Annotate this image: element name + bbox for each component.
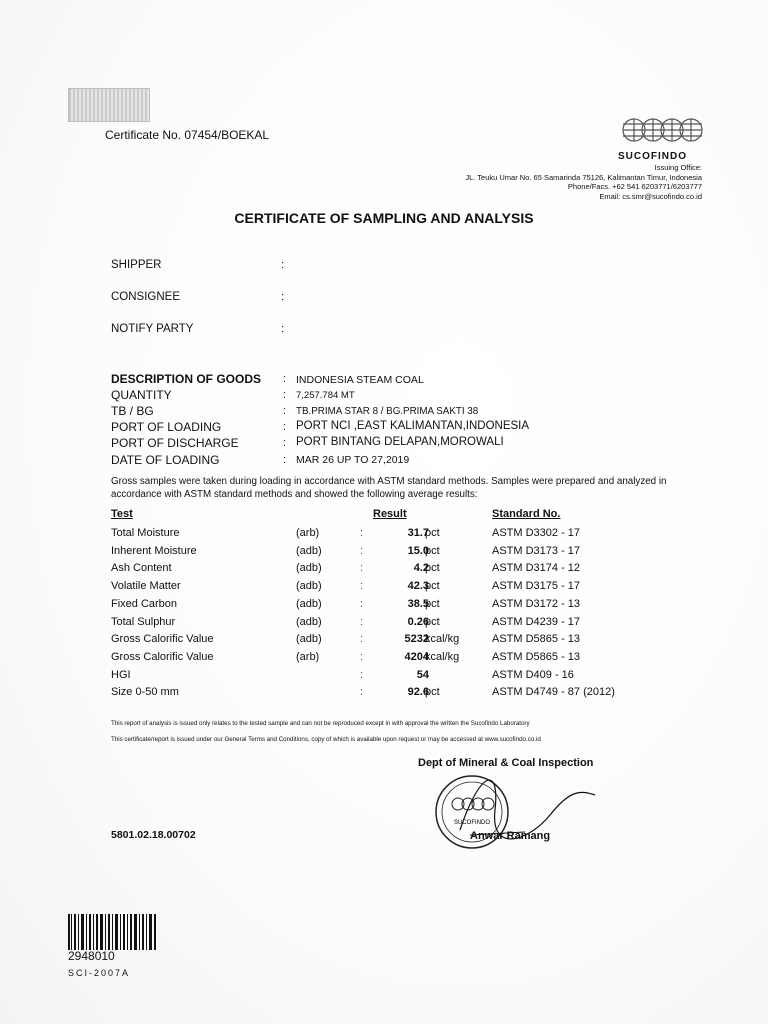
result-column-header: Result [373, 508, 407, 520]
test-standard: ASTM D3175 - 17 [492, 580, 581, 592]
office-address: JL. Teuku Umar No. 65 Samarinda 75126, Kalimantan Timur, Indonesia [465, 172, 702, 182]
row-colon: : [360, 616, 364, 628]
document-title: CERTIFICATE OF SAMPLING AND ANALYSIS [234, 210, 534, 226]
disclaimer-note: This report of analysis is issued only relates to the tested sample and can not be reproduced except in with approval the written the Sucofindo Laboratory [111, 720, 530, 727]
test-standard: ASTM D3174 - 12 [492, 562, 581, 574]
reference-number: 5801.02.18.00702 [111, 829, 196, 841]
port-discharge-colon: : [283, 437, 287, 449]
office-phone: Phone/Facs. +62 541 6203771/6203777 [567, 182, 702, 191]
stamp-text: SUCOFINDO [454, 820, 490, 826]
test-unit: pct [425, 686, 440, 698]
consignee-label: CONSIGNEE [111, 291, 181, 303]
row-colon: : [360, 669, 364, 681]
test-name: Size 0-50 mm [111, 686, 179, 698]
table-row [111, 562, 671, 579]
test-unit: pct [425, 562, 440, 574]
row-colon: : [360, 527, 364, 539]
table-row [111, 633, 671, 650]
test-name: Gross Calorific Value [111, 633, 214, 645]
test-result: 15.0 [407, 545, 429, 557]
test-basis: (arb) [296, 527, 320, 539]
test-result: 54 [416, 669, 429, 681]
test-result: 5232 [404, 633, 429, 645]
test-standard: ASTM D3172 - 13 [492, 598, 581, 610]
test-unit: pct [425, 598, 440, 610]
test-result: 92.6 [407, 686, 429, 698]
notify-party-value: : [281, 323, 285, 335]
test-result: 38.5 [407, 598, 429, 610]
test-basis: (adb) [296, 562, 322, 574]
description-value: INDONESIA STEAM COAL [296, 374, 424, 386]
test-unit: pct [425, 545, 440, 557]
table-row [111, 669, 671, 686]
port-loading-value: PORT NCI ,EAST KALIMANTAN,INDONESIA [296, 420, 530, 432]
sampling-statement: Gross samples were taken during loading in accordance with ASTM standard methods. Samples were prepared and analyzed in accordance with ASTM standard methods and showed the following average results: [111, 476, 667, 500]
shipper-label: SHIPPER [111, 259, 162, 271]
test-basis: (arb) [296, 651, 320, 663]
date-loading-value: MAR 26 UP TO 27,2019 [296, 454, 410, 466]
barcode-number: 2948010 [68, 949, 115, 963]
row-colon: : [360, 633, 364, 645]
test-name: Total Sulphur [111, 616, 176, 628]
table-row [111, 580, 671, 597]
test-result: 4204 [404, 651, 429, 663]
table-row [111, 616, 671, 633]
row-colon: : [360, 651, 364, 663]
test-name: Ash Content [111, 562, 172, 574]
test-result: 42.3 [407, 580, 429, 592]
table-row [111, 598, 671, 615]
test-basis: (adb) [296, 598, 322, 610]
test-standard: ASTM D4239 - 17 [492, 616, 581, 628]
test-unit: pct [425, 616, 440, 628]
vessel-value: TB.PRIMA STAR 8 / BG.PRIMA SAKTI 38 [296, 406, 479, 417]
company-name: SUCOFINDO [618, 151, 687, 162]
description-label: DESCRIPTION OF GOODS [111, 372, 262, 386]
port-discharge-value: PORT BINTANG DELAPAN,MOROWALI [296, 436, 504, 448]
date-loading-label: DATE OF LOADING [111, 453, 220, 467]
table-row [111, 651, 671, 668]
signatory-name: Anwar Ramang [470, 830, 551, 842]
test-name: HGI [111, 669, 131, 681]
test-name: Volatile Matter [111, 580, 181, 592]
row-colon: : [360, 598, 364, 610]
test-standard: ASTM D5865 - 13 [492, 651, 581, 663]
test-result: 4.2 [413, 562, 429, 574]
test-unit: pct [425, 527, 440, 539]
test-result: 0.26 [407, 616, 429, 628]
test-basis: (adb) [296, 616, 322, 628]
table-row [111, 545, 671, 562]
consignee-value: : [281, 291, 285, 303]
test-basis: (adb) [296, 545, 322, 557]
quantity-colon: : [283, 389, 287, 401]
row-colon: : [360, 562, 364, 574]
table-row [111, 527, 671, 544]
test-unit: pct [425, 580, 440, 592]
row-colon: : [360, 545, 364, 557]
port-loading-colon: : [283, 421, 287, 433]
test-name: Fixed Carbon [111, 598, 178, 610]
vessel-colon: : [283, 405, 287, 417]
test-column-header: Test [111, 508, 133, 520]
department-name: Dept of Mineral & Coal Inspection [418, 757, 594, 769]
test-name: Gross Calorific Value [111, 651, 214, 663]
test-basis: (adb) [296, 633, 322, 645]
quantity-value: 7,257.784 MT [296, 390, 355, 401]
barcode-icon [68, 914, 156, 950]
terms-note: This certificate/report is issued under our General Terms and Conditions, copy of which is available upon request or may be accessed at www.sucofindo.co.id [111, 736, 541, 743]
test-unit: kcal/kg [425, 633, 460, 645]
test-standard: ASTM D3173 - 17 [492, 545, 581, 557]
hologram-seal [68, 88, 150, 122]
form-code: SCI-2007A [68, 968, 131, 978]
test-result: 31.7 [407, 527, 429, 539]
test-basis: (adb) [296, 580, 322, 592]
certificate-number: Certificate No. 07454/BOEKAL [105, 128, 270, 142]
standard-column-header: Standard No. [492, 508, 561, 520]
test-name: Total Moisture [111, 527, 180, 539]
shipper-value: : [281, 259, 285, 271]
test-standard: ASTM D4749 - 87 (2012) [492, 686, 615, 698]
port-discharge-label: PORT OF DISCHARGE [111, 436, 239, 450]
test-name: Inherent Moisture [111, 545, 197, 557]
quantity-label: QUANTITY [111, 388, 172, 402]
issuing-office-label: Issuing Office: [654, 163, 702, 172]
test-standard: ASTM D3302 - 17 [492, 527, 581, 539]
office-email: Email: cs.smr@sucofindo.co.id [599, 191, 702, 201]
date-loading-colon: : [283, 454, 287, 466]
test-standard: ASTM D5865 - 13 [492, 633, 581, 645]
table-row [111, 686, 671, 703]
vessel-label: TB / BG [111, 404, 154, 418]
issuing-office-block [465, 163, 702, 201]
port-loading-label: PORT OF LOADING [111, 420, 222, 434]
test-standard: ASTM D409 - 16 [492, 669, 574, 681]
notify-party-label: NOTIFY PARTY [111, 323, 194, 335]
row-colon: : [360, 686, 364, 698]
row-colon: : [360, 580, 364, 592]
test-unit: kcal/kg [425, 651, 460, 663]
description-colon: : [283, 373, 287, 385]
